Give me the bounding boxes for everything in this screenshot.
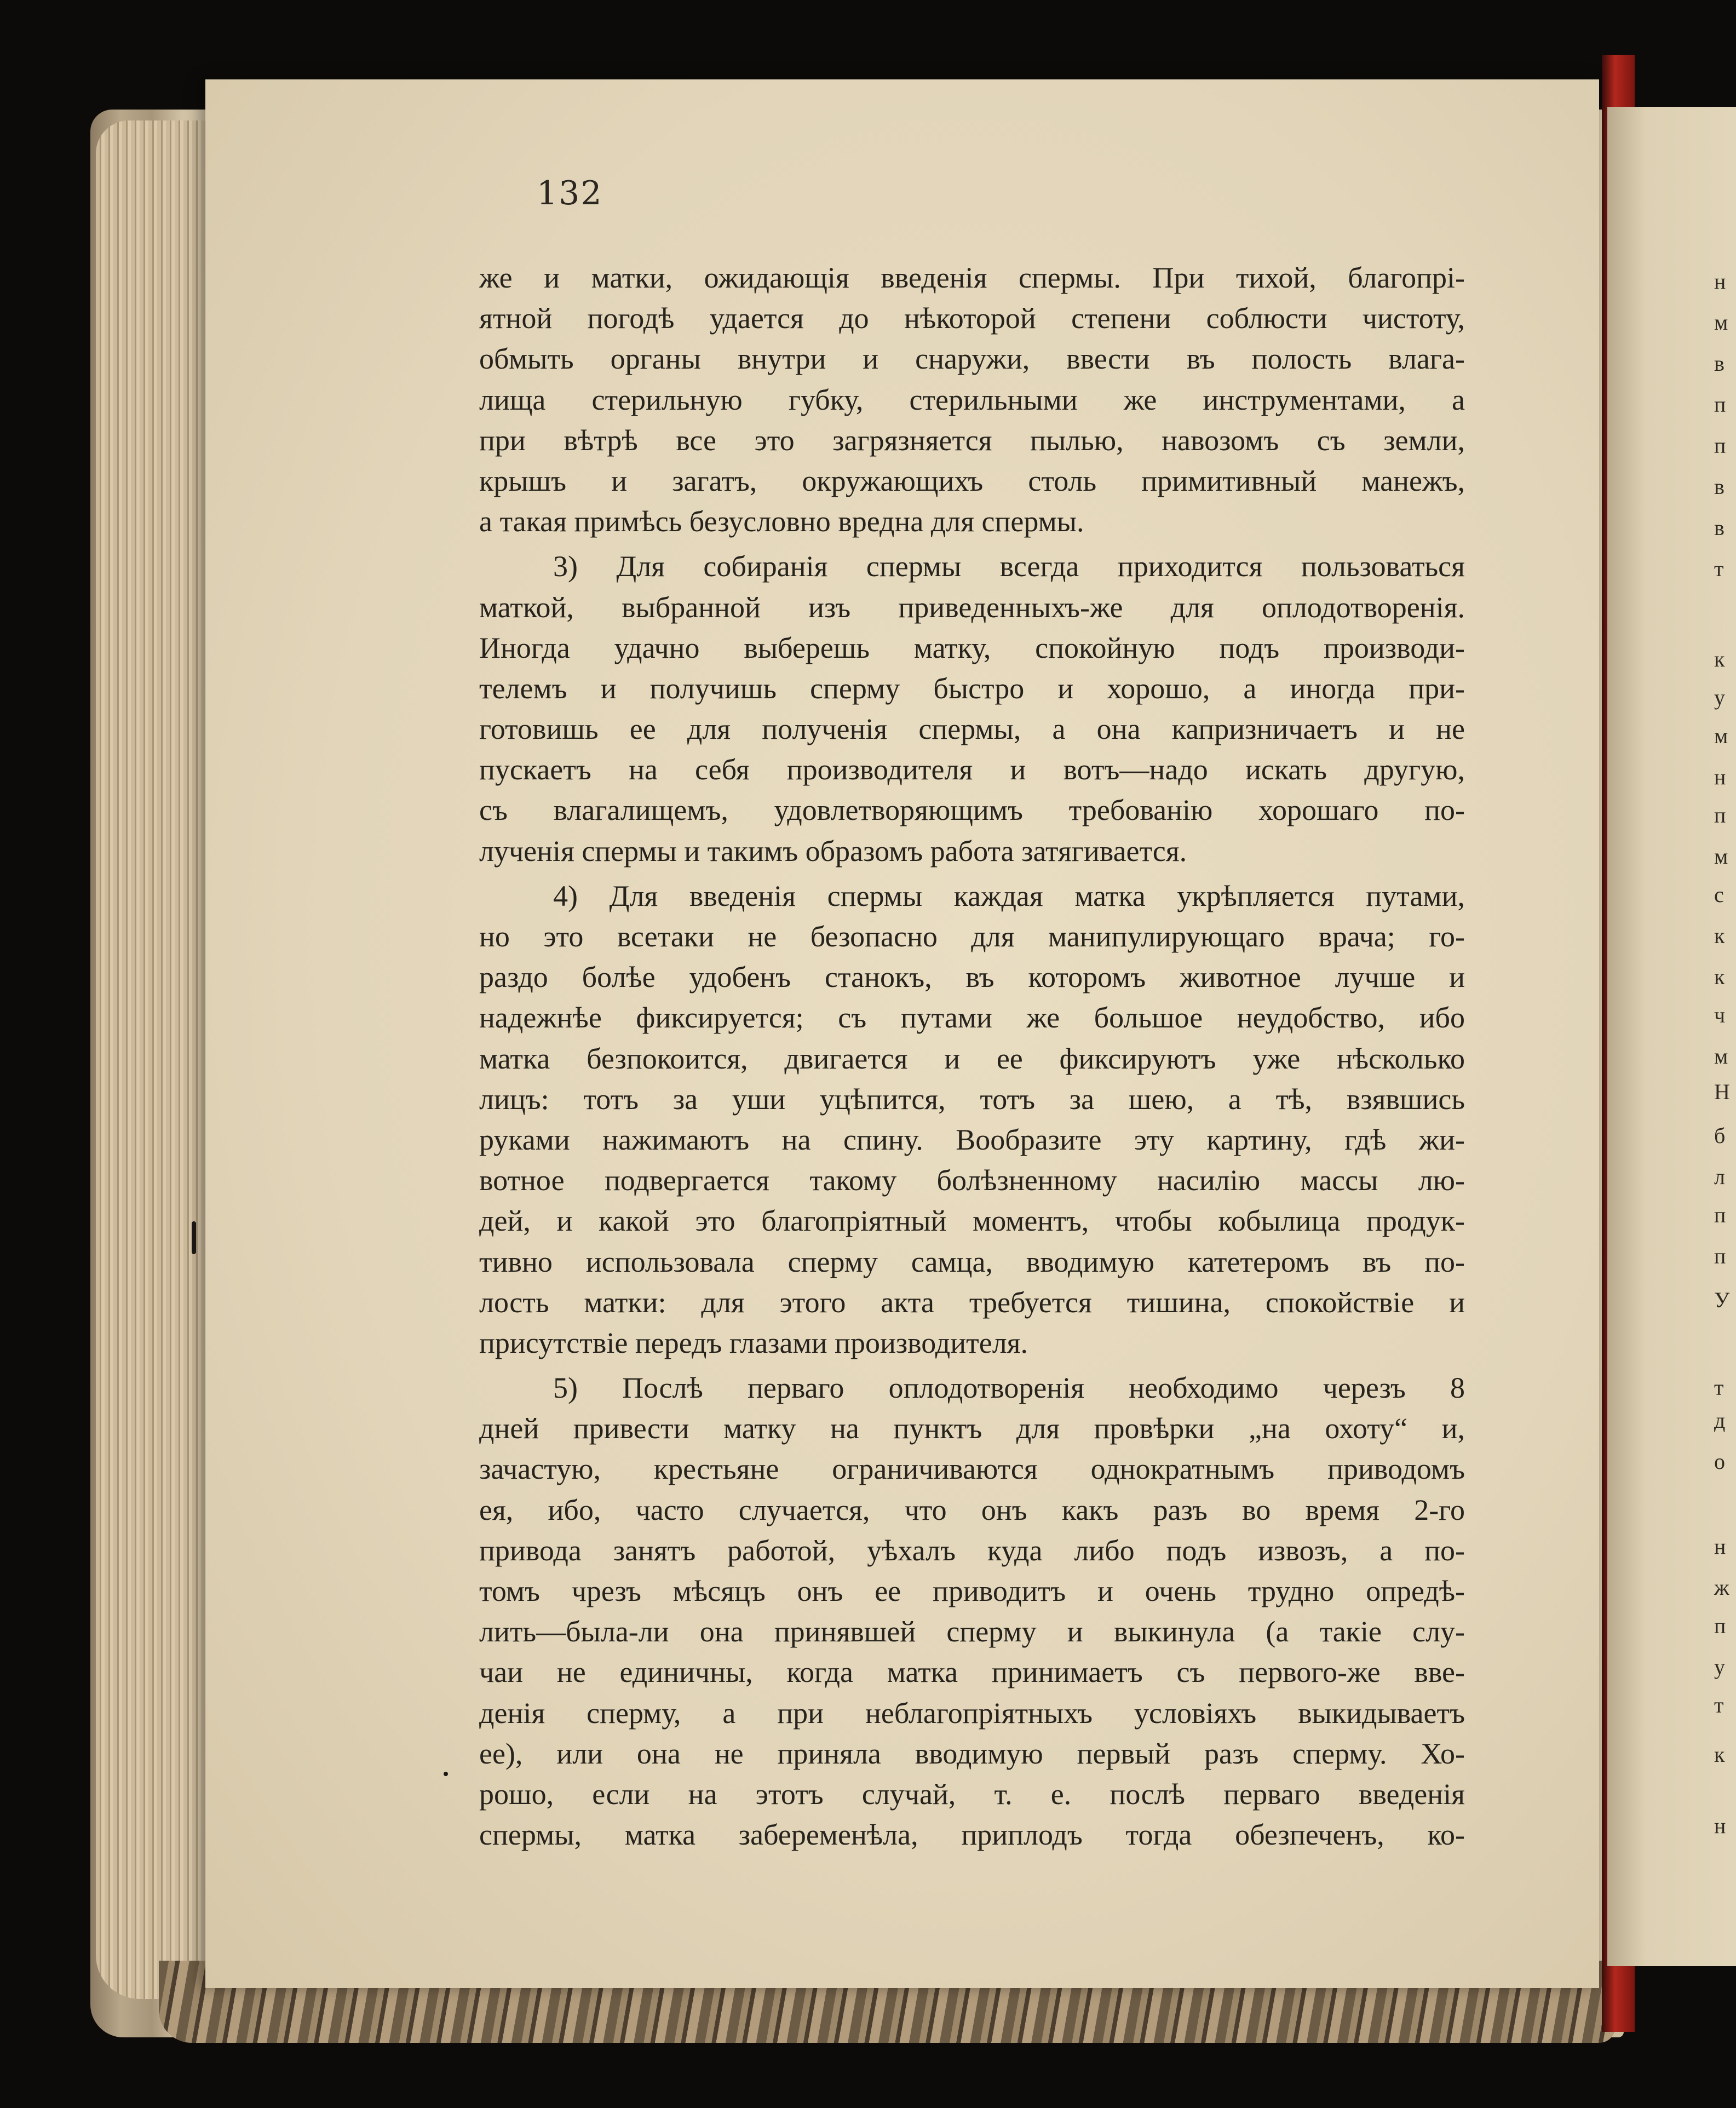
text-line: томъ чрезъ мѣсяцъ онъ ее приводитъ и очень трудно опредѣ- [479,1575,1465,1607]
text-line: тивно использовала сперму самца, вводимую катетеромъ въ по- [479,1245,1465,1278]
facing-page-letter: д [1714,1408,1726,1433]
text-line: съ влагалищемъ, удовлетворяющимъ требованію хорошаго по- [479,794,1465,827]
text-line: спермы, матка забеременѣла, приплодъ тогда обезпеченъ, ко- [479,1818,1465,1852]
text-line: зачастую, крестьяне ограничиваются однократнымъ приводомъ [479,1452,1465,1486]
text-line: рошо, если на этотъ случай, т. е. послѣ перваго введенія [479,1777,1465,1811]
text-line: денія сперму, а при неблагопріятныхъ условіяхъ выкидываетъ [479,1696,1465,1730]
text-line: Иногда удачно выберешь матку, спокойную подъ производи- [479,631,1465,664]
facing-page-letter: к [1714,1742,1725,1767]
text-line: лить—была-ли она принявшей сперму и выкинула (а такіе слу- [479,1615,1465,1649]
text-line: привода занятъ работой, уѣхалъ куда либо подъ извозъ, а по- [479,1533,1465,1567]
paragraph-gap [479,871,1465,876]
text-line: лища стерильную губку, стерильными же инструментами, а [479,383,1465,416]
facing-page-letter: в [1714,515,1724,540]
facing-page-letter: о [1714,1449,1725,1474]
text-line: маткой, выбранной изъ приведенныхъ-же для оплодотворенія. [479,590,1465,624]
facing-page-letter: м [1714,1044,1728,1069]
text-line: обмыть органы внутри и снаружи, ввести въ полость влага- [479,342,1465,376]
facing-page-letter: п [1714,1244,1726,1268]
left-page-stack [96,120,214,1999]
facing-page-letter: н [1714,269,1726,294]
text-line: пускаетъ на себя производителя и вотъ—надо искать другую, [479,753,1465,786]
text-line: телемъ и получишь сперму быстро и хорошо, а иногда при- [479,671,1465,705]
paragraph-gap [479,1363,1465,1368]
text-line: готовишь ее для полученія спермы, а она капризничаетъ и не [479,713,1465,746]
text-line: лицъ: тотъ за уши уцѣпится, тотъ за шею, а тѣ, взявшись [479,1082,1465,1116]
facing-page-letter: с [1714,882,1724,907]
text-line: лость матки: для этого акта требуется тишина, спокойствіе и [479,1285,1465,1319]
facing-page-letter: н [1714,1813,1726,1838]
facing-page-letter: т [1714,1693,1724,1718]
facing-page-letter: к [1714,923,1725,948]
facing-page-letter: п [1714,803,1726,828]
facing-page-letter: б [1714,1123,1726,1148]
facing-page-letter: у [1714,1655,1725,1679]
facing-page-letter: н [1714,1534,1726,1559]
text-line: раздо болѣе удобенъ станокъ, въ которомъ животное лучше и [479,961,1465,994]
text-line: присутствіе передъ глазами производителя. [479,1326,1028,1359]
facing-page-letter: л [1714,1164,1725,1189]
facing-page-letter: в [1714,474,1724,499]
facing-page-letter: ж [1714,1575,1729,1600]
facing-page-letter: в [1714,351,1724,376]
page-number: 132 [537,174,603,212]
facing-page-letter: У [1714,1288,1730,1312]
facing-page-letter: к [1714,647,1725,671]
text-line: крышъ и загатъ, окружающихъ столь примитивный манежъ, [479,464,1465,497]
facing-page-letter: к [1714,964,1725,989]
text-line: чаи не единичны, когда матка принимаетъ съ первого-же вве- [479,1656,1465,1689]
facing-page-letter: ч [1714,1003,1726,1027]
text-line: лученія спермы и такимъ образомъ работа затягивается. [479,834,1187,868]
text-line: руками нажимаютъ на спину. Вообразите эту картину, гдѣ жи- [479,1123,1465,1156]
facing-page-letter: м [1714,310,1728,335]
facing-page-letter: п [1714,433,1726,458]
text-line: 5) Послѣ перваго оплодотворенія необходимо черезъ 8 [553,1371,1465,1405]
facing-page-letter: м [1714,723,1728,748]
text-line: ятной погодѣ удается до нѣкоторой степени соблюсти чистоту, [479,302,1465,335]
text-line: дней привести матку на пунктъ для провѣрки „на охоту“ и, [479,1412,1465,1445]
facing-page-letter: п [1714,392,1726,417]
text-line: дей, и какой это благопріятный моментъ, чтобы кобылица продук- [479,1204,1465,1238]
text-line: же и матки, ожидающія введенія спермы. При тихой, благопрі- [479,261,1465,294]
facing-page-letter: п [1714,1613,1726,1638]
facing-page-letter: у [1714,685,1725,710]
facing-page-letter: п [1714,1203,1726,1227]
text-line: 4) Для введенія спермы каждая матка укрѣпляется путами, [553,879,1465,912]
text-line: а такая примѣсь безусловно вредна для спермы. [479,505,1084,538]
paragraph-gap [479,542,1465,546]
text-line: матка безпокоится, двигается и ее фиксируютъ уже нѣсколько [479,1042,1465,1075]
text-line: ее), или она не приняла вводимую первый разъ сперму. Хо- [479,1737,1465,1770]
facing-page-letter: н [1714,765,1726,789]
facing-page [1607,107,1736,1966]
body-text [479,257,1465,1855]
left-margin-mark [192,1221,196,1254]
text-line: вотное подвергается такому болѣзненному насилію массы лю- [479,1164,1465,1197]
text-line: при вѣтрѣ все это загрязняется пылью, навозомъ съ земли, [479,423,1465,457]
facing-page-letter: Н [1714,1079,1730,1104]
facing-page-letter: т [1714,1375,1724,1400]
text-line: ея, ибо, часто случается, что онъ какъ разъ во время 2-го [479,1493,1465,1526]
text-line: 3) Для собиранія спермы всегда приходится пользоваться [553,550,1465,583]
facing-page-letter: т [1714,556,1724,581]
facing-page-letter: м [1714,844,1728,869]
text-line: но это всетаки не безопасно для манипулирующаго врача; го- [479,920,1465,953]
margin-dot [444,1772,448,1776]
text-line: надежнѣе фиксируется; съ путами же большое неудобство, ибо [479,1001,1465,1035]
